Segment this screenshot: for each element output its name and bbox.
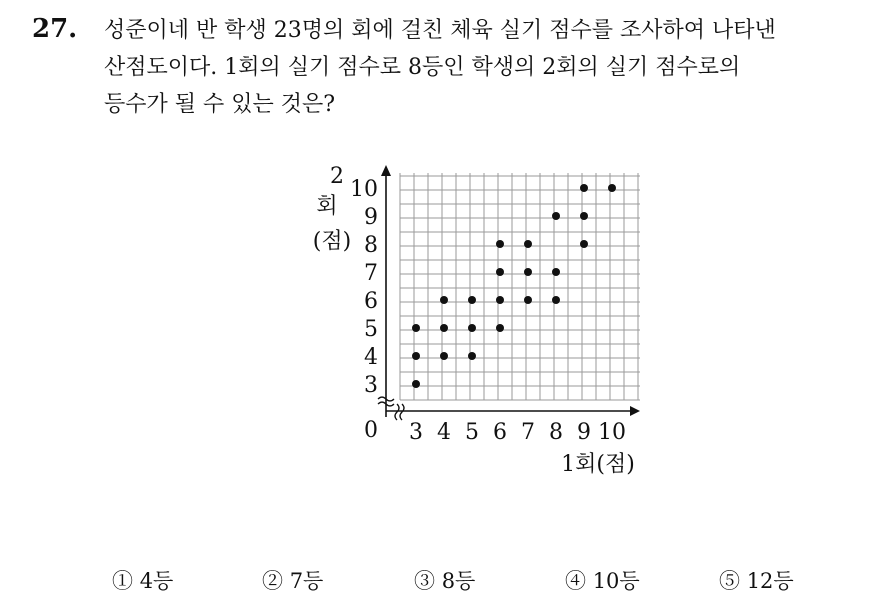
y-axis-arrow [381, 165, 391, 176]
choice-mark: ② [262, 569, 283, 593]
x-axis-arrow [630, 406, 640, 416]
choice-text: 12등 [746, 569, 794, 593]
data-point [496, 296, 504, 304]
choice-3[interactable] [414, 565, 475, 595]
y-axis-label: (점) [312, 229, 352, 254]
data-point [552, 268, 560, 276]
choice-4[interactable] [565, 565, 640, 595]
x-tick-label: 7 [521, 420, 535, 445]
data-point [496, 324, 504, 332]
data-point [412, 324, 420, 332]
choice-5[interactable] [719, 565, 794, 595]
choice-text: 4등 [139, 569, 174, 593]
data-point [552, 296, 560, 304]
y-tick-label: 10 [350, 177, 378, 202]
question-line: 등수가 될 수 있는 것은? [104, 92, 336, 117]
x-tick-label: 5 [465, 420, 479, 445]
data-point [524, 240, 532, 248]
y-tick-label: 6 [364, 289, 378, 314]
data-point [580, 184, 588, 192]
axis-break-mark [395, 404, 404, 420]
data-point [524, 268, 532, 276]
data-point [468, 352, 476, 360]
scatter-plot [300, 155, 660, 485]
x-tick-label: 6 [493, 420, 507, 445]
x-tick-label: 8 [549, 420, 563, 445]
data-point [440, 352, 448, 360]
data-point [608, 184, 616, 192]
x-tick-label: 9 [577, 420, 591, 445]
question-line: 산점도이다. 1회의 실기 점수로 8등인 학생의 2회의 실기 점수로의 [104, 55, 741, 80]
choice-mark: ⑤ [719, 569, 740, 593]
data-point [440, 324, 448, 332]
data-point [580, 240, 588, 248]
x-tick-label: 10 [598, 420, 626, 445]
choice-mark: ④ [565, 569, 586, 593]
choice-text: 7등 [289, 569, 324, 593]
y-tick-label: 5 [364, 317, 378, 342]
question-line: 성준이네 반 학생 23명의 회에 걸친 체육 실기 점수를 조사하여 나타낸 [104, 18, 776, 43]
y-axis-label: 2 [330, 164, 344, 189]
data-point [468, 296, 476, 304]
data-point [468, 324, 476, 332]
y-axis-label: 회 [316, 194, 338, 219]
y-tick-label: 3 [364, 373, 378, 398]
question-number: 27. [32, 14, 78, 44]
y-tick-label: 9 [364, 205, 378, 230]
choice-mark: ① [112, 569, 133, 593]
y-tick-label: 7 [364, 261, 378, 286]
origin-label: 0 [364, 418, 378, 443]
data-point [440, 296, 448, 304]
data-point [580, 212, 588, 220]
choice-text: 8등 [441, 569, 476, 593]
choice-1[interactable] [112, 565, 173, 595]
y-tick-label: 4 [364, 345, 378, 370]
x-tick-label: 4 [437, 420, 451, 445]
data-point [496, 268, 504, 276]
choice-mark: ③ [414, 569, 435, 593]
data-point [412, 352, 420, 360]
data-point [412, 380, 420, 388]
choice-text: 10등 [592, 569, 640, 593]
question-text [104, 12, 874, 123]
data-point [524, 296, 532, 304]
y-tick-label: 8 [364, 233, 378, 258]
data-point [496, 240, 504, 248]
x-axis-label: 1회(점) [561, 452, 635, 477]
x-tick-label: 3 [409, 420, 423, 445]
data-point [552, 212, 560, 220]
choice-2[interactable] [262, 565, 323, 595]
